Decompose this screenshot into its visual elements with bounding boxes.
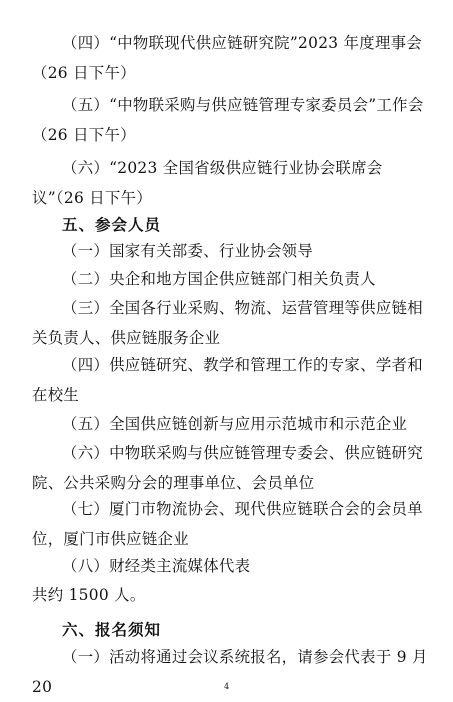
paragraph-meeting-5: （五）“中物联采购与供应链管理专家委员会”工作会（26 日下午）	[32, 96, 424, 144]
attendee-item-1: （一）国家有关部委、行业协会领导	[62, 242, 314, 260]
attendee-item-6: （六）中物联采购与供应链管理专委会、供应链研究院、公共采购分会的理事单位、会员单位	[32, 444, 423, 492]
paragraph-meeting-4: （四）“中物联现代供应链研究院”2023 年度理事会（26 日下午）	[32, 34, 423, 82]
section-heading-registration: 六、报名须知	[62, 621, 162, 639]
paragraph-meeting-6: （六）“2023 全国省级供应链行业协会联席会议”（26 日下午）	[32, 159, 383, 207]
attendee-item-2: （二）央企和地方国企供应链部门相关负责人	[62, 270, 376, 288]
registration-item-1: （一）活动将通过会议系统报名，请参会代表于 9 月 20	[32, 648, 428, 696]
section-heading-attendees: 五、参会人员	[62, 216, 162, 234]
page-number: 4	[223, 682, 230, 691]
attendee-item-8: （八）财经类主流媒体代表	[62, 557, 251, 575]
attendee-item-3: （三）全国各行业采购、物流、运营管理等供应链相关负责人、供应链服务企业	[32, 299, 423, 347]
attendee-item-4: （四）供应链研究、教学和管理工作的专家、学者和在校生	[32, 356, 423, 404]
attendee-item-5: （五）全国供应链创新与应用示范城市和示范企业	[62, 415, 408, 433]
attendee-item-7: （七）厦门市物流协会、现代供应链联合会的会员单位，厦门市供应链企业	[32, 500, 423, 548]
attendee-total: 共约 1500 人。	[32, 586, 146, 604]
